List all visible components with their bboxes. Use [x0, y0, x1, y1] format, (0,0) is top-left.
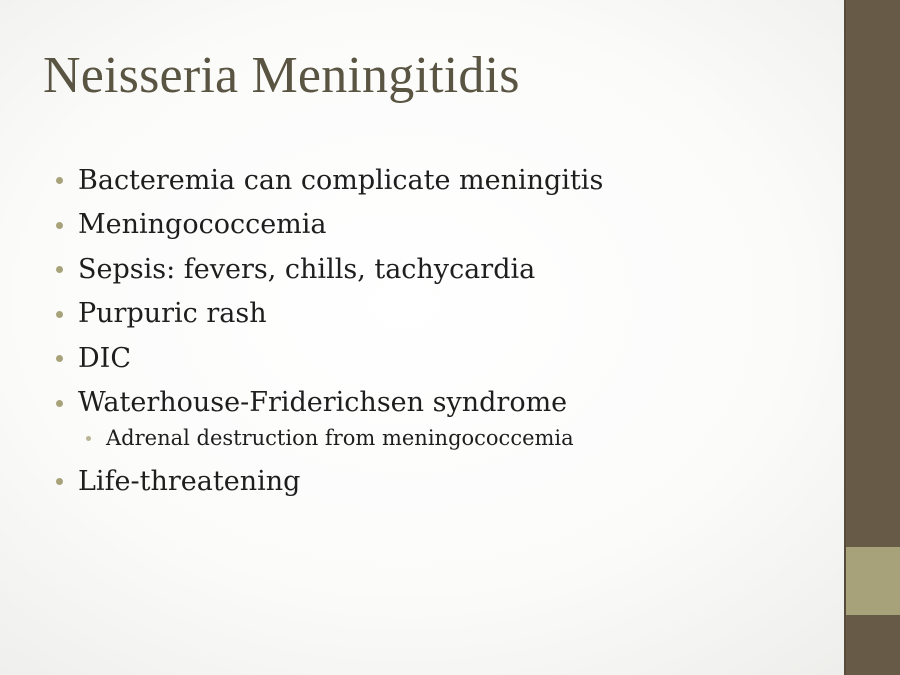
bullet-item: [56, 203, 603, 248]
bullet-item: [56, 459, 603, 504]
sidebar-accent-block: [846, 547, 900, 615]
bullet-item: [56, 292, 603, 337]
bullet-dot-icon: [56, 311, 63, 318]
bullet-item: [56, 158, 603, 203]
bullet-text: Life-threatening: [78, 465, 301, 497]
bullet-list: [56, 158, 603, 504]
bullet-text: Bacteremia can complicate meningitis: [78, 164, 604, 196]
sub-bullet-item: [56, 419, 603, 457]
sub-bullet-dot-icon: [86, 436, 91, 441]
bullet-text: Meningococcemia: [78, 209, 327, 241]
bullet-dot-icon: [56, 478, 63, 485]
sub-bullet-text: Adrenal destruction from meningococcemia: [106, 426, 574, 450]
bullet-text: DIC: [78, 342, 131, 374]
bullet-text: Purpuric rash: [78, 298, 267, 330]
bullet-dot-icon: [56, 177, 63, 184]
bullet-text: Sepsis: fevers, chills, tachycardia: [78, 253, 536, 285]
slide-title: Neisseria Meningitidis: [43, 47, 520, 104]
bullet-dot-icon: [56, 400, 63, 407]
bullet-dot-icon: [56, 266, 63, 273]
bullet-item: [56, 336, 603, 381]
bullet-text: Waterhouse-Friderichsen syndrome: [78, 387, 568, 419]
bullet-dot-icon: [56, 222, 63, 229]
bullet-dot-icon: [56, 355, 63, 362]
bullet-item: [56, 247, 603, 292]
